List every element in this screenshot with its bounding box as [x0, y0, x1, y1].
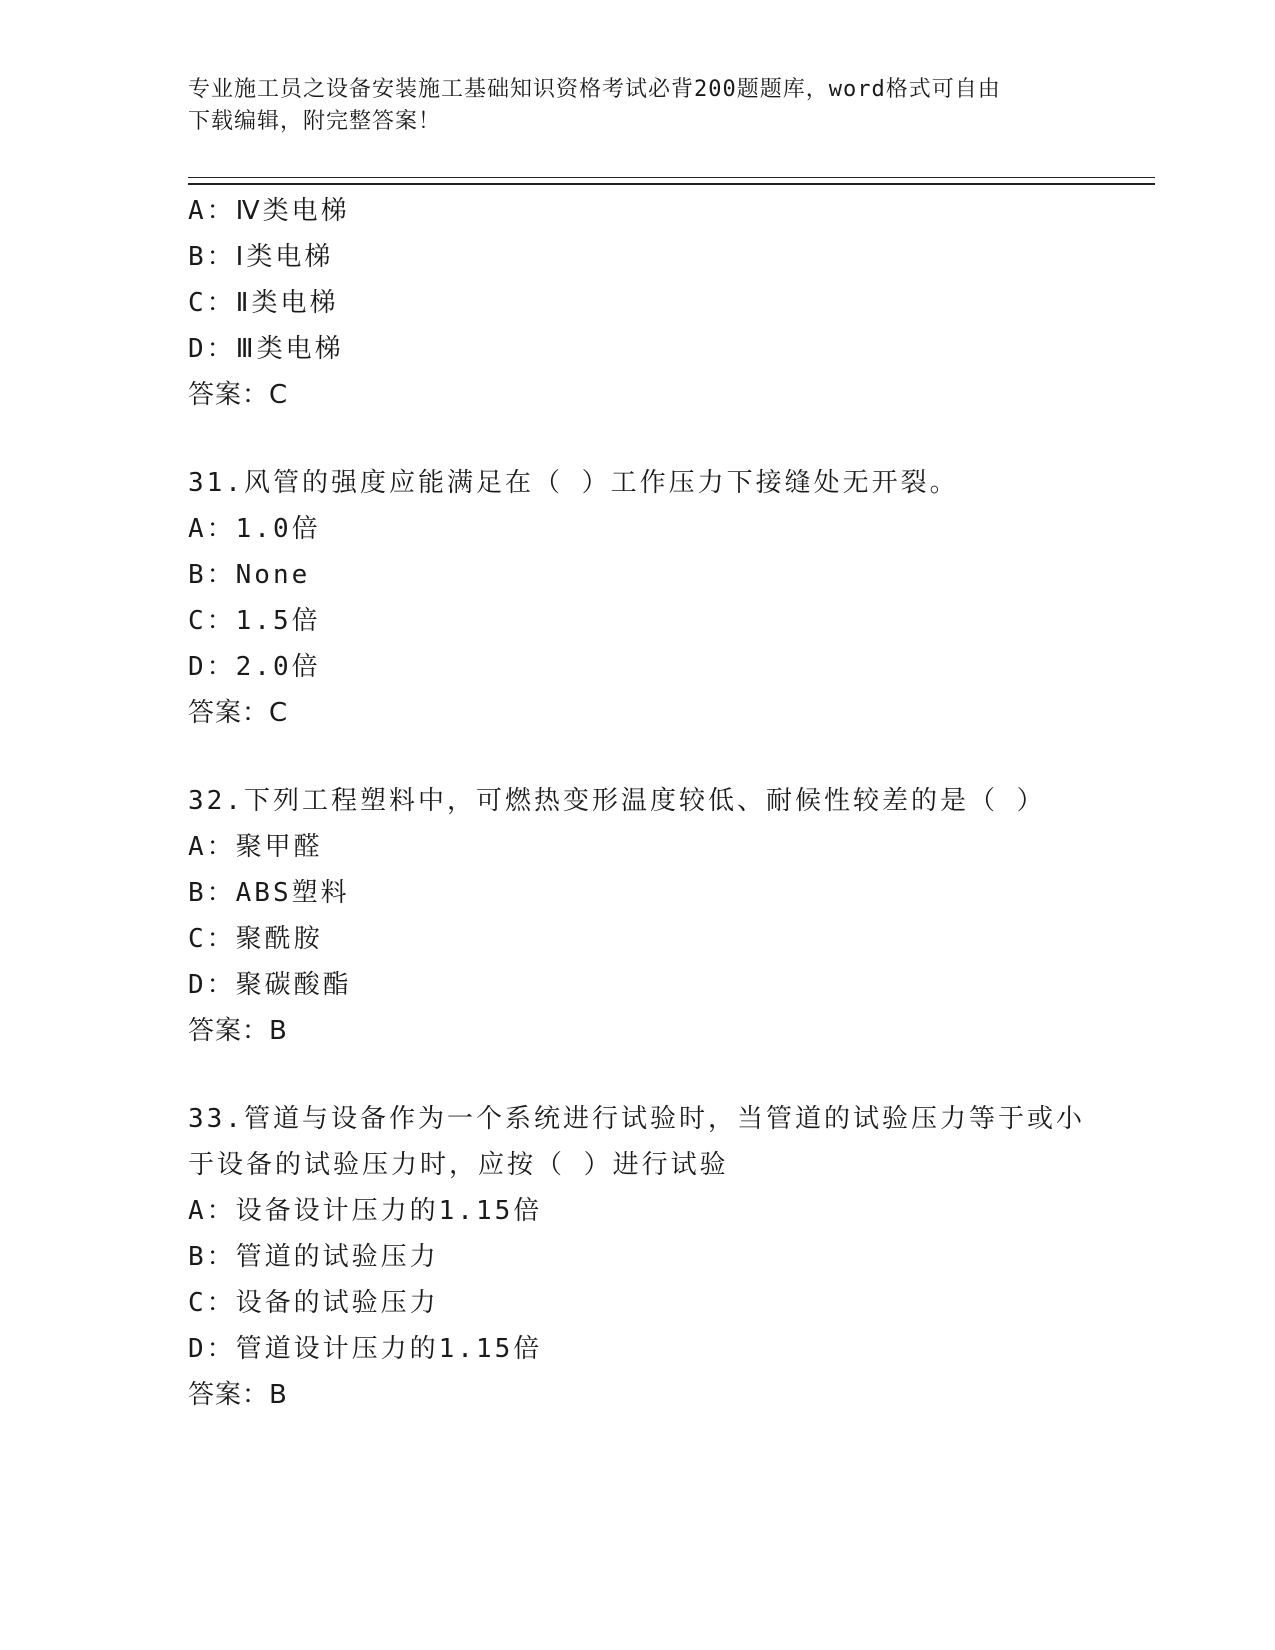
- page-header: [188, 74, 1088, 138]
- option-d: D：聚碳酸酯: [188, 970, 352, 1000]
- option-c: C：设备的试验压力: [188, 1288, 439, 1318]
- option-d: D：2.0倍: [188, 652, 321, 682]
- header-line-2: 下载编辑，附完整答案！: [188, 109, 442, 134]
- answer: 答案：B: [188, 1016, 288, 1046]
- question-list: [188, 188, 1088, 1418]
- question-32: [188, 778, 1088, 1054]
- option-c: C：聚酰胺: [188, 924, 323, 954]
- option-b: B：管道的试验压力: [188, 1242, 439, 1272]
- option-c: C：Ⅱ类电梯: [188, 288, 339, 318]
- option-d: D：管道设计压力的1.15倍: [188, 1334, 543, 1364]
- header-divider: [188, 177, 1155, 185]
- question-stem-line-1: 33.管道与设备作为一个系统进行试验时，当管道的试验压力等于或小: [188, 1104, 1085, 1134]
- header-line-1: 专业施工员之设备安装施工基础知识资格考试必背200题题库，word格式可自由: [188, 77, 1001, 102]
- question-30: [188, 188, 1088, 418]
- option-d: D：Ⅲ类电梯: [188, 334, 344, 364]
- option-a: A：聚甲醛: [188, 832, 323, 862]
- answer: 答案：C: [188, 698, 289, 728]
- option-a: A：设备设计压力的1.15倍: [188, 1196, 543, 1226]
- answer: 答案：B: [188, 1380, 288, 1410]
- question-33: [188, 1096, 1088, 1418]
- question-stem-line-2: 于设备的试验压力时，应按（ ）进行试验: [188, 1150, 729, 1180]
- question-stem: 31.风管的强度应能满足在（ ）工作压力下接缝处无开裂。: [188, 468, 959, 498]
- option-b: B：Ⅰ类电梯: [188, 242, 334, 272]
- answer: 答案：C: [188, 380, 289, 410]
- option-a: A：1.0倍: [188, 514, 321, 544]
- option-c: C：1.5倍: [188, 606, 321, 636]
- question-31: [188, 460, 1088, 736]
- question-stem: 32.下列工程塑料中，可燃热变形温度较低、耐候性较差的是（ ）: [188, 786, 1046, 816]
- option-b: B：ABS塑料: [188, 878, 350, 908]
- option-b: B：None: [188, 560, 311, 590]
- option-a: A：Ⅳ类电梯: [188, 196, 350, 226]
